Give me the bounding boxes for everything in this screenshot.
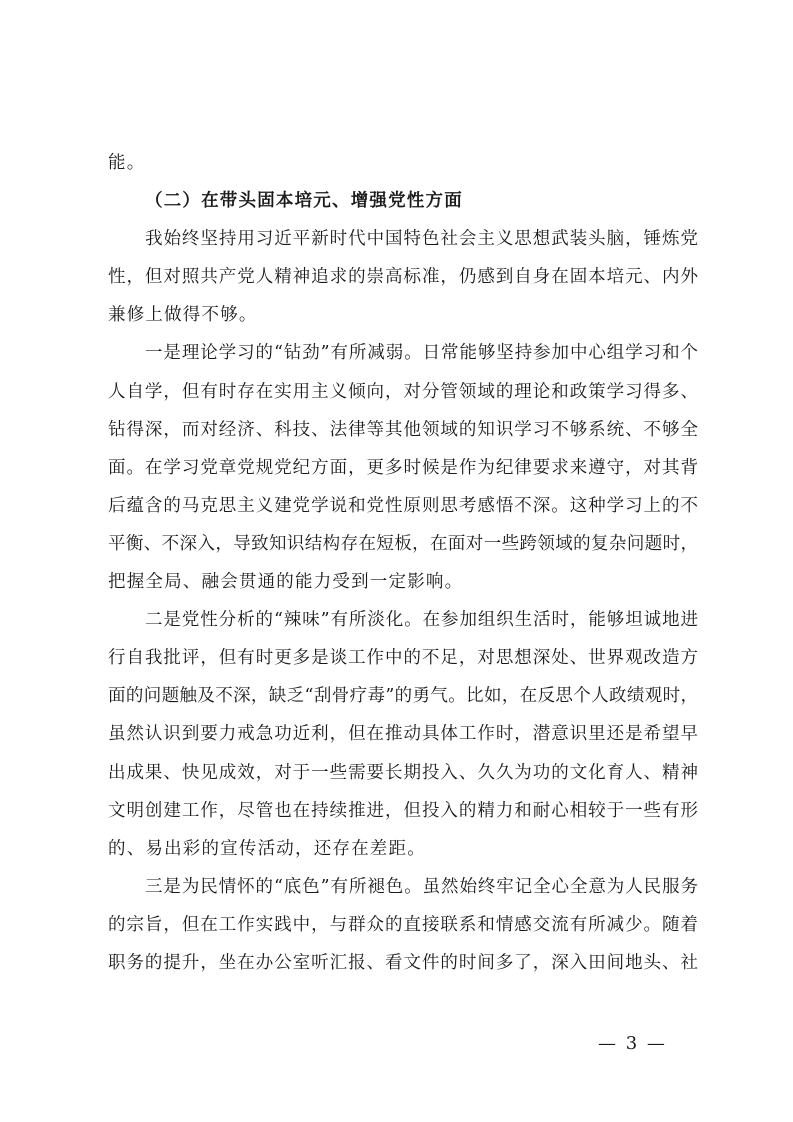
text-line: 出成果、快见成效，对于一些需要长期投入、久久为功的文化育人、精神 <box>108 762 698 783</box>
text-line: 一是理论学习的“钻劲”有所减弱。日常能够坚持参加中心组学习和个 <box>145 343 698 364</box>
text-line: 人自学，但有时存在实用主义倾向，对分管领域的理论和政策学习得多、 <box>108 381 698 402</box>
text-line: 面的问题触及不深，缺乏“刮骨疗毒”的勇气。比如，在反思个人政绩观时， <box>108 686 698 707</box>
text-line: 钻得深，而对经济、科技、法律等其他领域的知识学习不够系统、不够全 <box>108 419 698 440</box>
text-line: 虽然认识到要力戒急功近利，但在推动具体工作时，潜意识里还是希望早 <box>108 724 698 745</box>
text-line: 我始终坚持用习近平新时代中国特色社会主义思想武装头脑，锤炼党 <box>145 229 698 250</box>
section-heading <box>108 182 698 220</box>
text-line: 把握全局、融会贯通的能力受到一定影响。 <box>108 572 464 593</box>
text-line: 能。 <box>108 153 146 173</box>
text-line: 二是党性分析的“辣味”有所淡化。在参加组织生活时，能够坦诚地进 <box>145 610 698 631</box>
paragraph <box>108 144 698 182</box>
paragraph <box>108 868 698 982</box>
text-line: 的宗旨，但在工作实践中，与群众的直接联系和情感交流有所减少。随着 <box>108 914 698 935</box>
text-line: 平衡、不深入，导致知识结构存在短板，在面对一些跨领域的复杂问题时， <box>108 533 698 554</box>
text-line: 性，但对照共产党人精神追求的崇高标准，仍感到自身在固本培元、内外 <box>108 267 698 288</box>
document-body <box>108 144 698 982</box>
paragraph <box>108 601 698 868</box>
text-line: 职务的提升，坐在办公室听汇报、看文件的时间多了，深入田间地头、社 <box>108 952 698 973</box>
text-line: 三是为民情怀的“底色”有所褪色。虽然始终牢记全心全意为人民服务 <box>145 876 698 897</box>
text-line: 的、易出彩的宣传活动，还存在差距。 <box>108 838 426 859</box>
text-line: 后蕴含的马克思主义建党学说和党性原则思考感悟不深。这种学习上的不 <box>108 495 698 516</box>
text-line: 兼修上做得不够。 <box>108 305 258 326</box>
text-line: 行自我批评，但有时更多是谈工作中的不足，对思想深处、世界观改造方 <box>108 648 698 669</box>
text-line: 面。在学习党章党规党纪方面，更多时候是作为纪律要求来遵守，对其背 <box>108 457 698 478</box>
text-line: （二）在带头固本培元、增强党性方面 <box>145 191 463 212</box>
page-number: — 3 — <box>598 1033 667 1054</box>
paragraph <box>108 334 698 601</box>
paragraph <box>108 220 698 334</box>
text-line: 文明创建工作，尽管也在持续推进，但投入的精力和耐心相较于一些有形 <box>108 800 698 821</box>
